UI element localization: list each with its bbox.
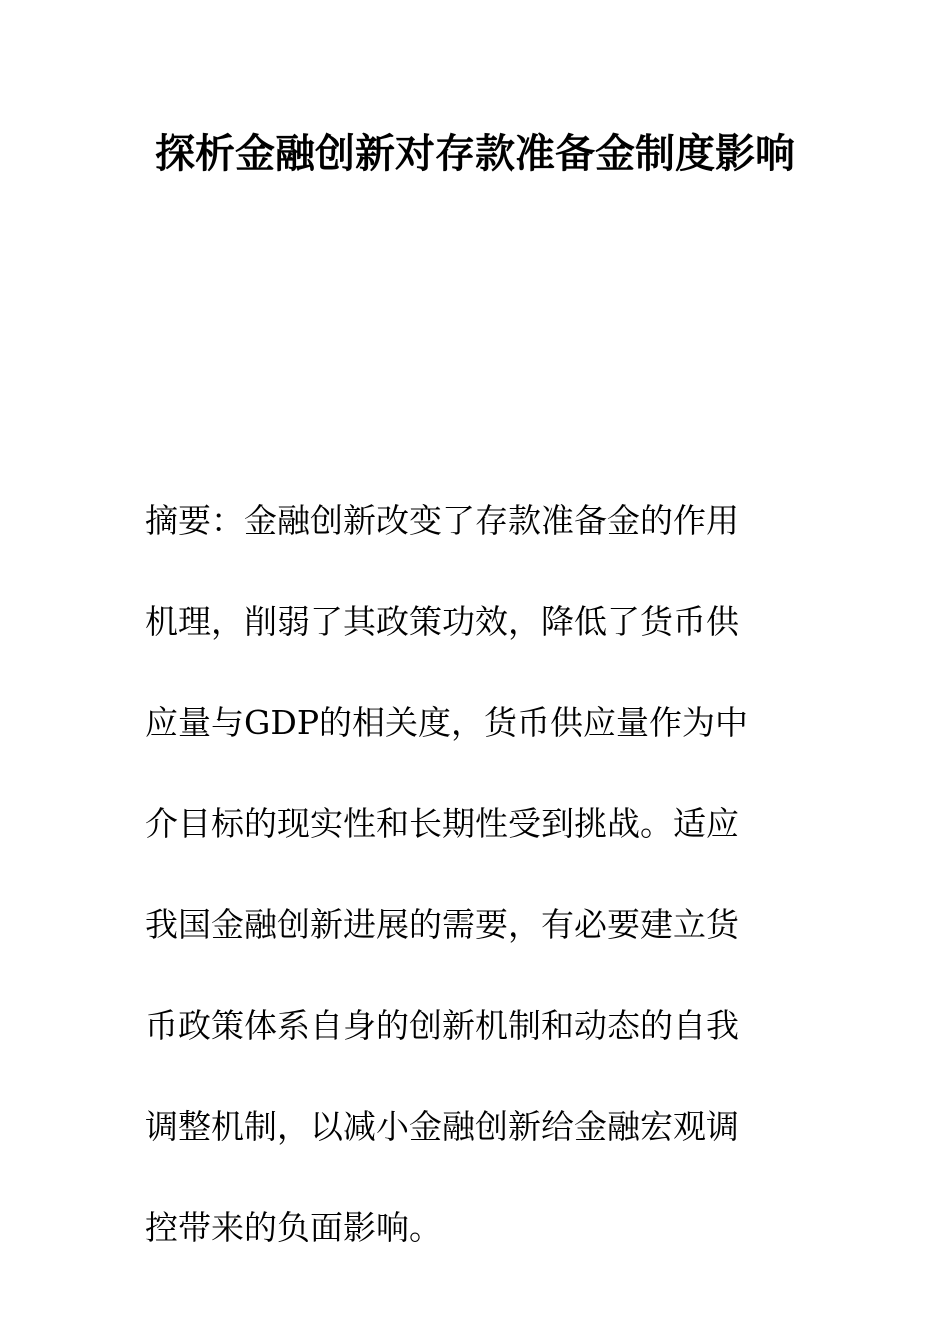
abstract-line: 币政策体系自身的创新机制和动态的自我: [145, 1006, 739, 1045]
abstract-line: 控带来的负面影响。: [145, 1208, 442, 1247]
abstract-paragraph: [145, 470, 785, 1278]
abstract-line: 介目标的现实性和长期性受到挑战。适应: [145, 804, 739, 843]
abstract-line: 机理，削弱了其政策功效，降低了货币供: [145, 602, 739, 641]
abstract-line: 应量与GDP的相关度，货币供应量作为中: [145, 703, 749, 742]
abstract-line: 调整机制，以减小金融创新给金融宏观调: [145, 1107, 739, 1146]
abstract-line: 摘要：金融创新改变了存款准备金的作用: [145, 501, 739, 540]
document-title: 探析金融创新对存款准备金制度影响: [155, 130, 795, 177]
abstract-line: 我国金融创新进展的需要，有必要建立货: [145, 905, 739, 944]
